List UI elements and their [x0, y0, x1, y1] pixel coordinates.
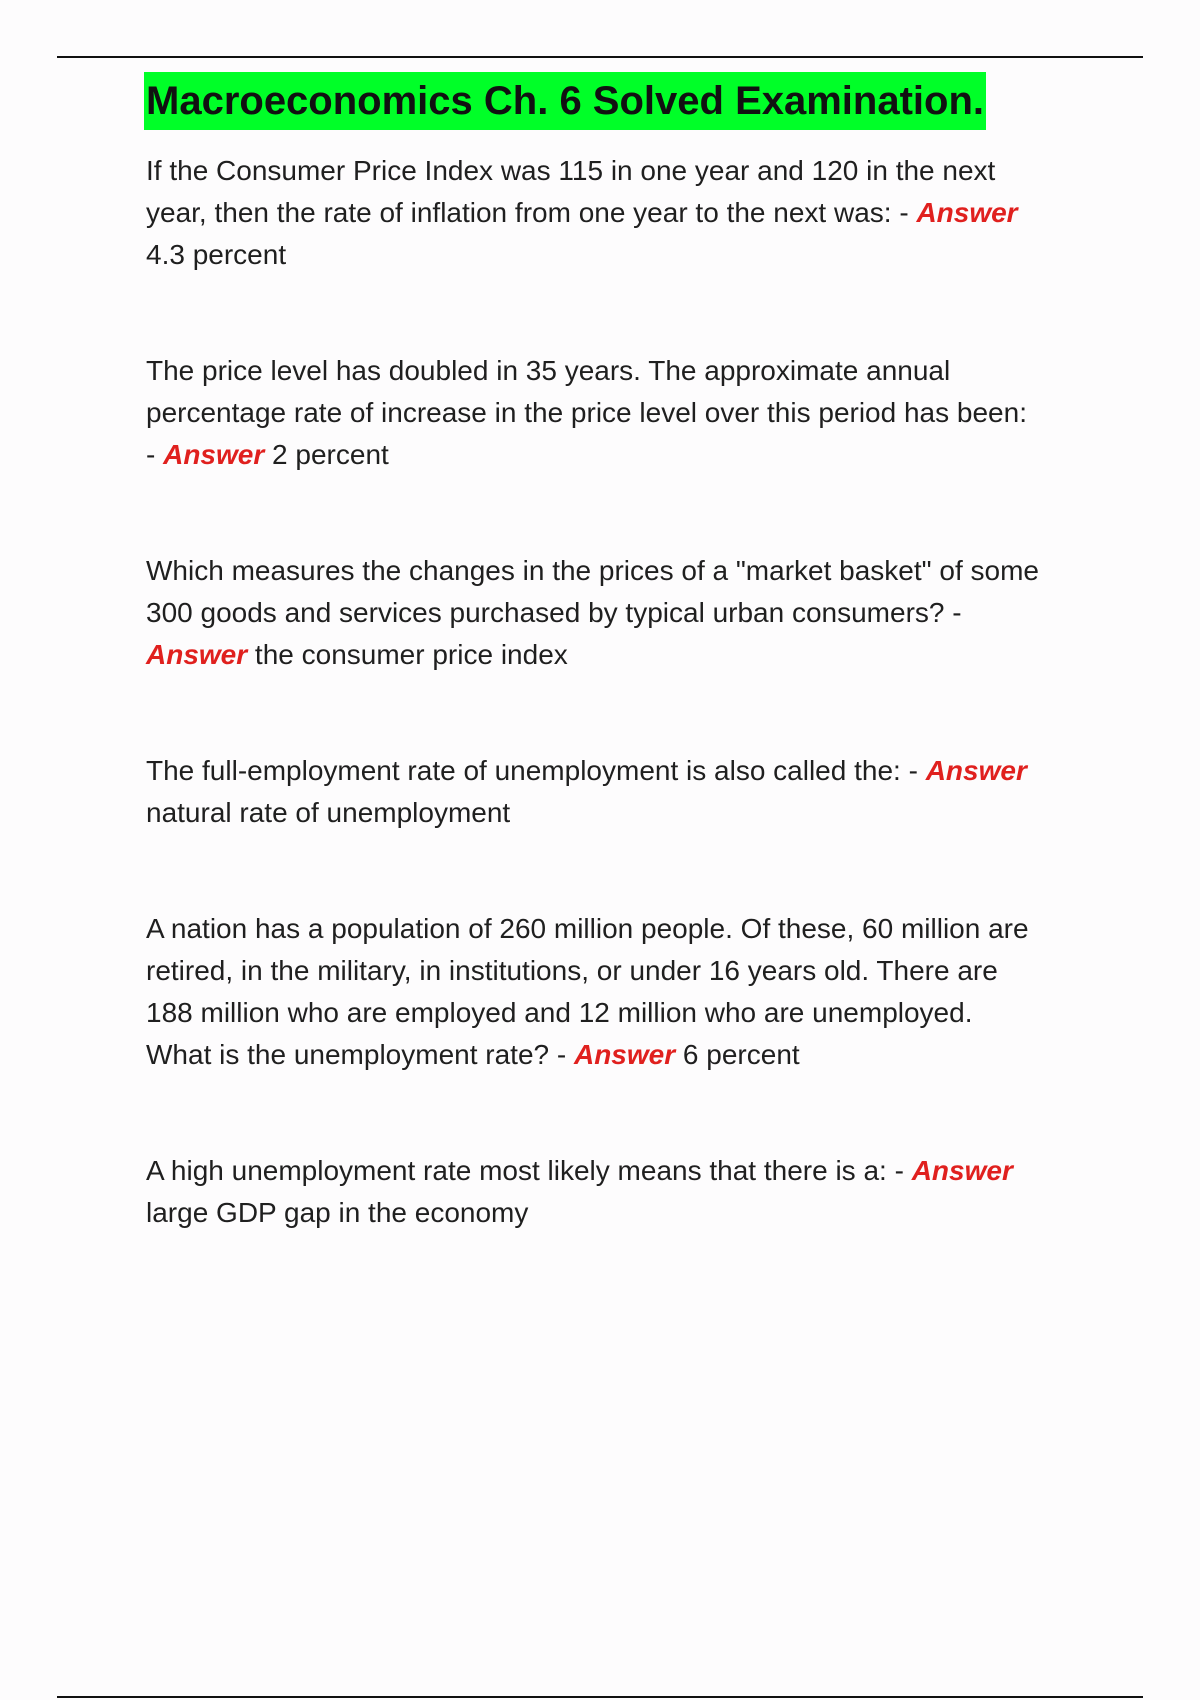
question-text: Which measures the changes in the prices of a "market basket" of some: [146, 555, 1039, 586]
bottom-rule: [57, 1696, 1143, 1698]
qa-item-3: [146, 550, 1096, 676]
document-content: [146, 72, 1096, 1308]
answer-text: large GDP gap in the economy: [146, 1197, 529, 1228]
question-text: 300 goods and services purchased by typical urban consumers? -: [146, 597, 962, 628]
question-text: A high unemployment rate most likely means that there is a: -: [146, 1155, 912, 1186]
qa-item-4: [146, 750, 1096, 834]
answer-label: Answer: [916, 197, 1018, 228]
question-text: If the Consumer Price Index was 115 in one year and 120 in the next: [146, 155, 996, 186]
answer-label: Answer: [911, 1155, 1013, 1186]
question-text: percentage rate of increase in the price level over this period has been:: [146, 397, 1027, 428]
answer-label: Answer: [573, 1039, 676, 1070]
qa-item-5: [146, 908, 1096, 1076]
top-rule: [57, 56, 1143, 58]
answer-text: 2 percent: [264, 439, 389, 470]
page-title: Macroeconomics Ch. 6 Solved Examination.: [144, 72, 986, 130]
question-text: 188 million who are employed and 12 million who are unemployed.: [146, 997, 973, 1028]
question-text: The price level has doubled in 35 years. The approximate annual: [146, 355, 951, 386]
answer-label: Answer: [146, 639, 248, 670]
answer-text: 6 percent: [675, 1039, 800, 1070]
question-text: What is the unemployment rate? -: [146, 1039, 574, 1070]
answer-text: the consumer price index: [247, 639, 568, 670]
question-text: The full-employment rate of unemployment is also called the: -: [146, 755, 926, 786]
question-text: year, then the rate of inflation from one year to the next was: -: [146, 197, 917, 228]
question-text: A nation has a population of 260 million people. Of these, 60 million are: [146, 913, 1029, 944]
question-text: retired, in the military, in institutions, or under 16 years old. There are: [146, 955, 998, 986]
answer-text: 4.3 percent: [146, 239, 287, 270]
qa-item-6: [146, 1150, 1096, 1234]
question-text: -: [146, 439, 164, 470]
qa-item-2: [146, 350, 1096, 476]
answer-label: Answer: [925, 755, 1027, 786]
answer-label: Answer: [163, 439, 265, 470]
qa-item-1: [146, 150, 1096, 276]
answer-text: natural rate of unemployment: [146, 797, 511, 828]
